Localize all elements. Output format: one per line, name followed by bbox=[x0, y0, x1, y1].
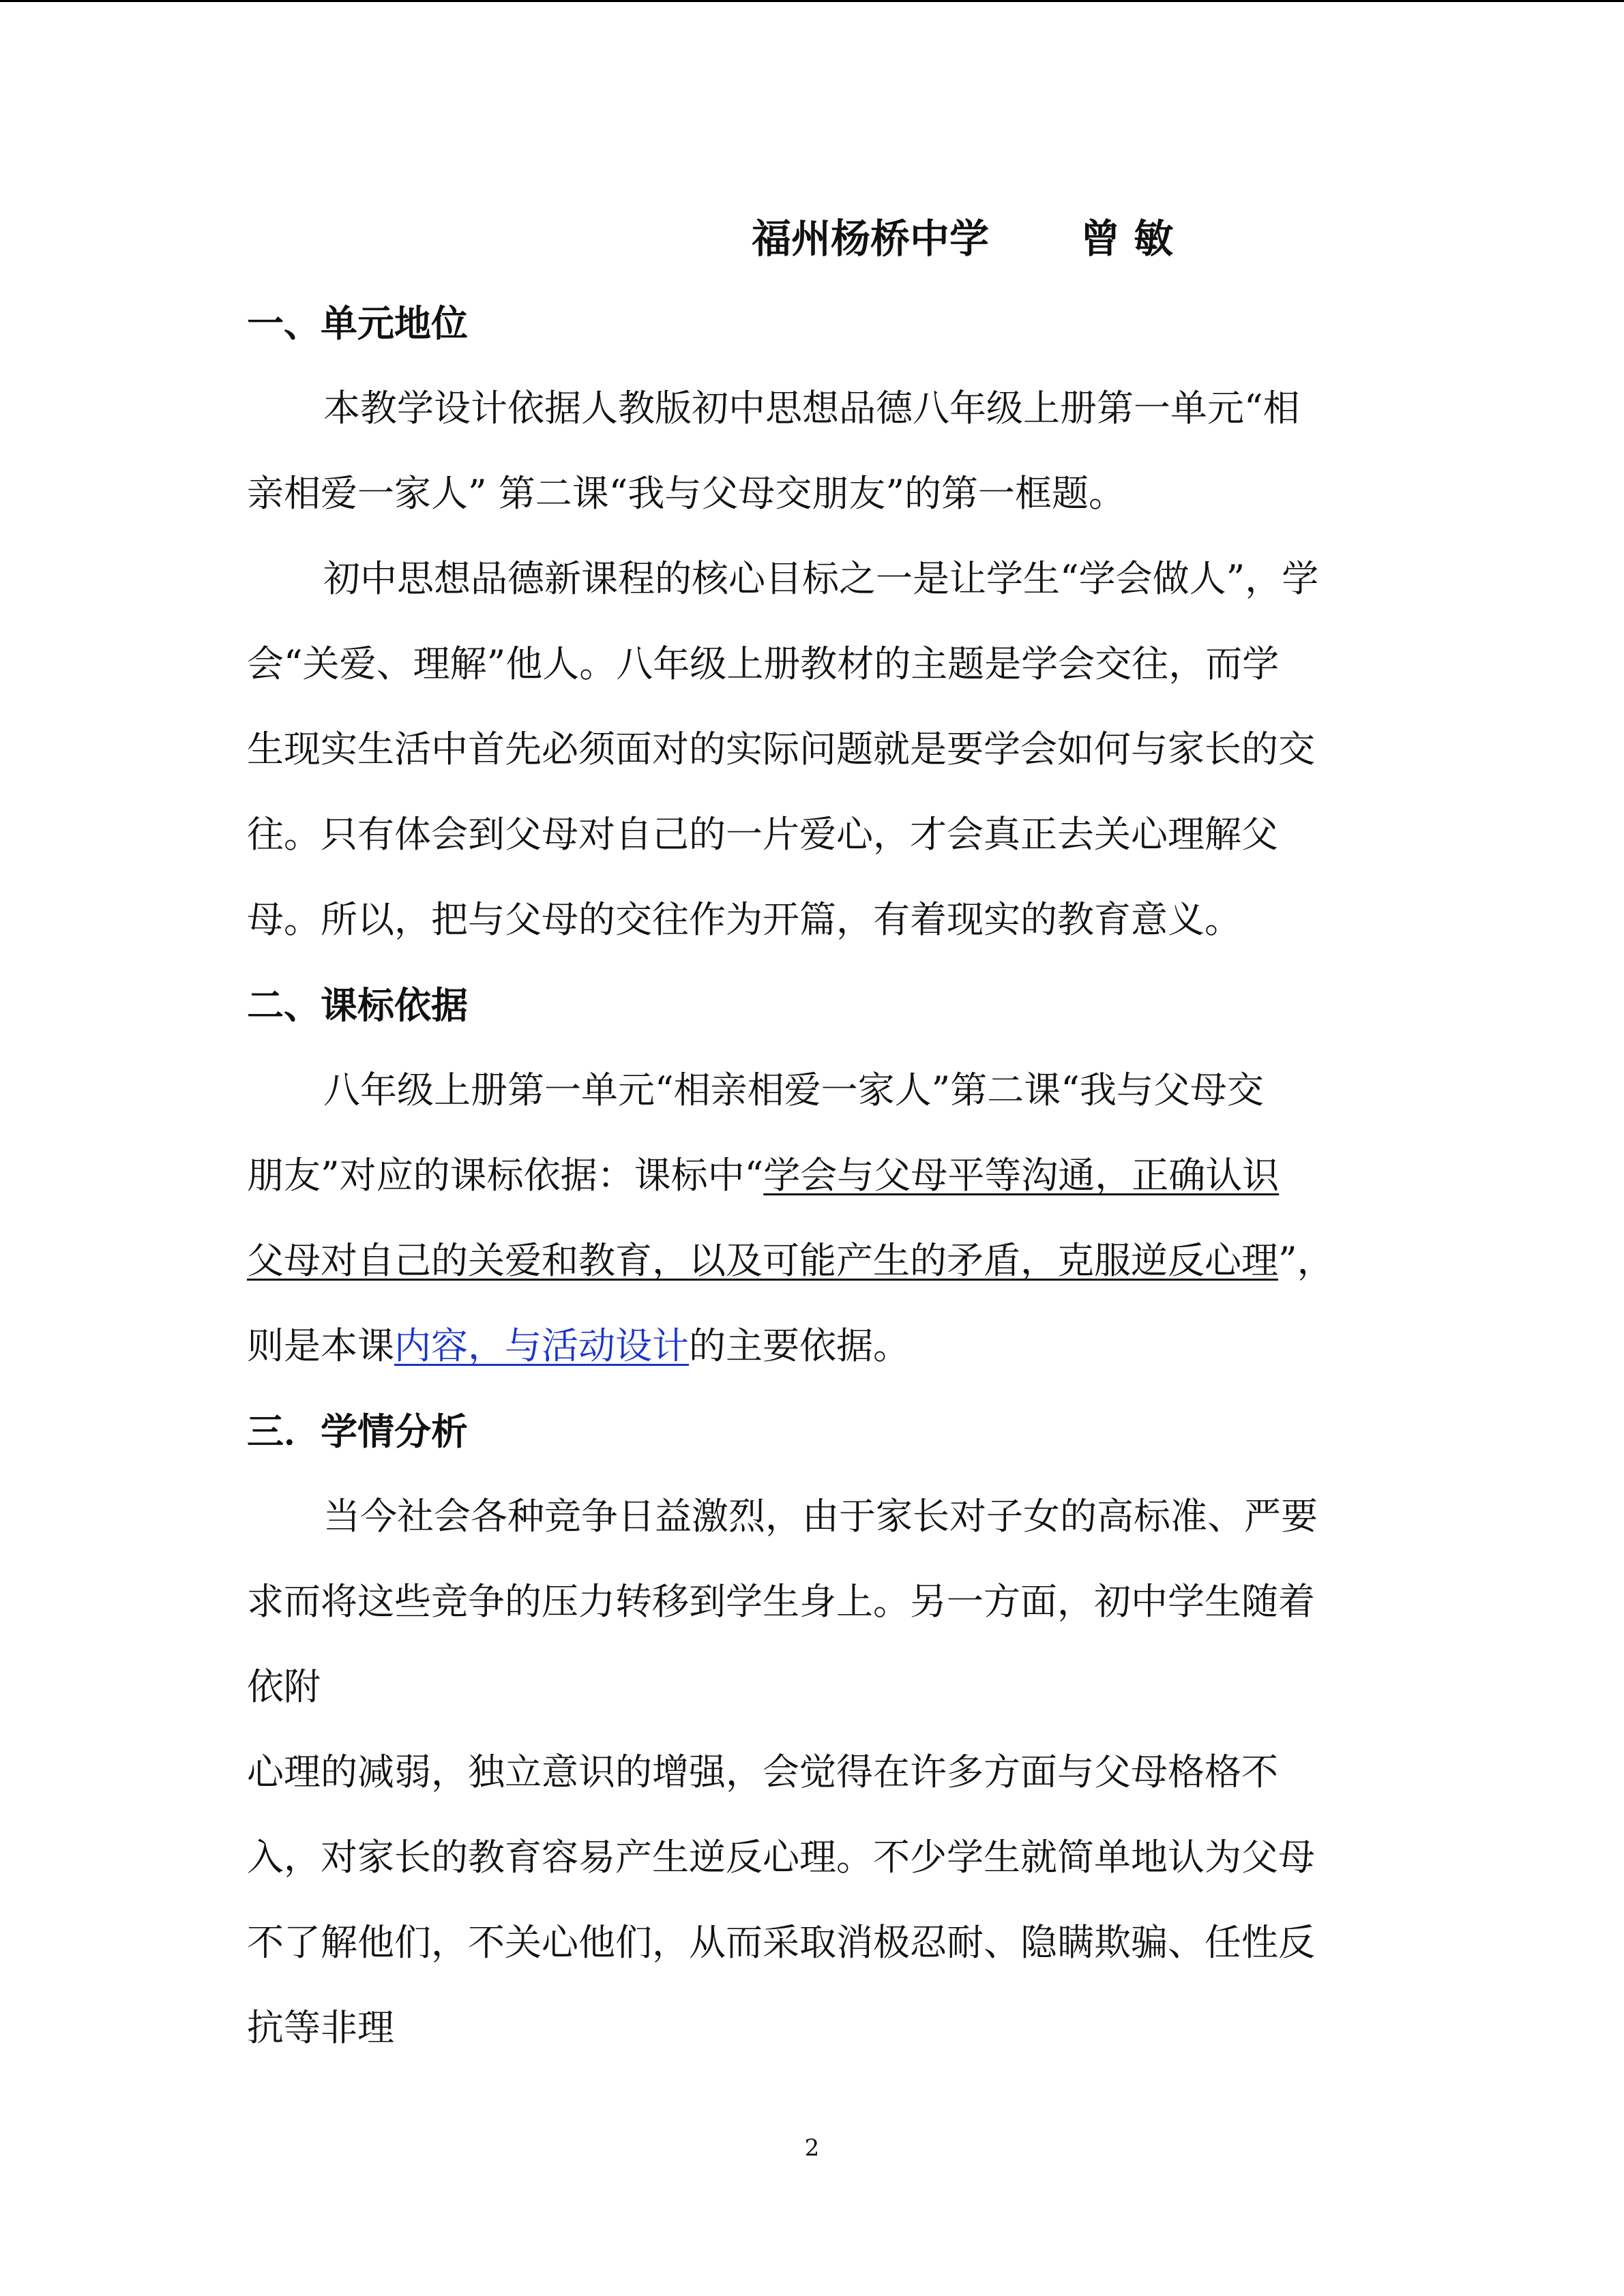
paragraph-line: 本教学设计依据人教版初中思想品德八年级上册第一单元“相 bbox=[323, 387, 1300, 430]
paragraph-line bbox=[247, 1326, 910, 1367]
section-heading-curriculum-basis: 二、课标依据 bbox=[247, 983, 468, 1027]
paragraph-line: 抗等非理 bbox=[247, 2006, 394, 2049]
paragraph-line: 不了解他们，不关心他们，从而采取消极忍耐、隐瞒欺骗、任性反 bbox=[247, 1921, 1315, 1964]
paragraph-line: 依附 bbox=[247, 1665, 321, 1708]
page-number: 2 bbox=[804, 2134, 820, 2162]
section-heading-unit-position: 一、单元地位 bbox=[247, 301, 468, 345]
author-name: 曾 敏 bbox=[1080, 215, 1174, 262]
paragraph-line: 初中思想品德新课程的核心目标之一是让学生“学会做人”，学 bbox=[323, 557, 1319, 600]
paragraph-line: 求而将这些竞争的压力转移到学生身上。另一方面，初中学生随着 bbox=[247, 1580, 1315, 1623]
content-activity-design-link[interactable]: 内容，与活动设计 bbox=[394, 1324, 689, 1367]
paragraph-line: 当今社会各种竞争日益激烈，由于家长对子女的高标准、严要 bbox=[323, 1495, 1318, 1538]
section-heading-learner-analysis: 三．学情分析 bbox=[247, 1410, 468, 1453]
paragraph-line: 入，对家长的教育容易产生逆反心理。不少学生就简单地认为父母 bbox=[247, 1836, 1315, 1879]
text-segment: 则是本课 bbox=[247, 1324, 394, 1367]
paragraph-line: 生现实生活中首先必须面对的实际问题就是要学会如何与家长的交 bbox=[247, 728, 1315, 771]
underlined-text: 学会与父母平等沟通，正确认识 bbox=[763, 1154, 1280, 1197]
paragraph-line bbox=[247, 1240, 1334, 1281]
paragraph-line: 往。只有体会到父母对自己的一片爱心，才会真正去关心理解父 bbox=[247, 813, 1278, 856]
page-top-border bbox=[0, 0, 1624, 2]
paragraph-line: 亲相爱一家人” 第二课“我与父母交朋友”的第一框题。 bbox=[247, 472, 1125, 515]
text-segment: 的主要依据。 bbox=[689, 1324, 910, 1367]
paragraph-line: 母。所以，把与父母的交往作为开篇，有着现实的教育意义。 bbox=[247, 898, 1241, 941]
text-segment: 朋友”对应的课标依据：课标中“ bbox=[247, 1154, 764, 1197]
underlined-text: 父母对自己的关爱和教育，以及可能产生的矛盾，克服逆反心理 bbox=[247, 1239, 1278, 1282]
paragraph-line: 心理的减弱，独立意识的增强，会觉得在许多方面与父母格格不 bbox=[247, 1750, 1278, 1793]
paragraph-line: 会“关爱、理解”他人。八年级上册教材的主题是学会交往，而学 bbox=[247, 642, 1280, 685]
paragraph-line bbox=[247, 1155, 1279, 1196]
text-segment: ”， bbox=[1278, 1239, 1334, 1282]
paragraph-line: 八年级上册第一单元“相亲相爱一家人”第二课“我与父母交 bbox=[323, 1069, 1264, 1112]
author-line bbox=[752, 217, 1173, 260]
school-name: 福州杨桥中学 bbox=[752, 215, 990, 262]
